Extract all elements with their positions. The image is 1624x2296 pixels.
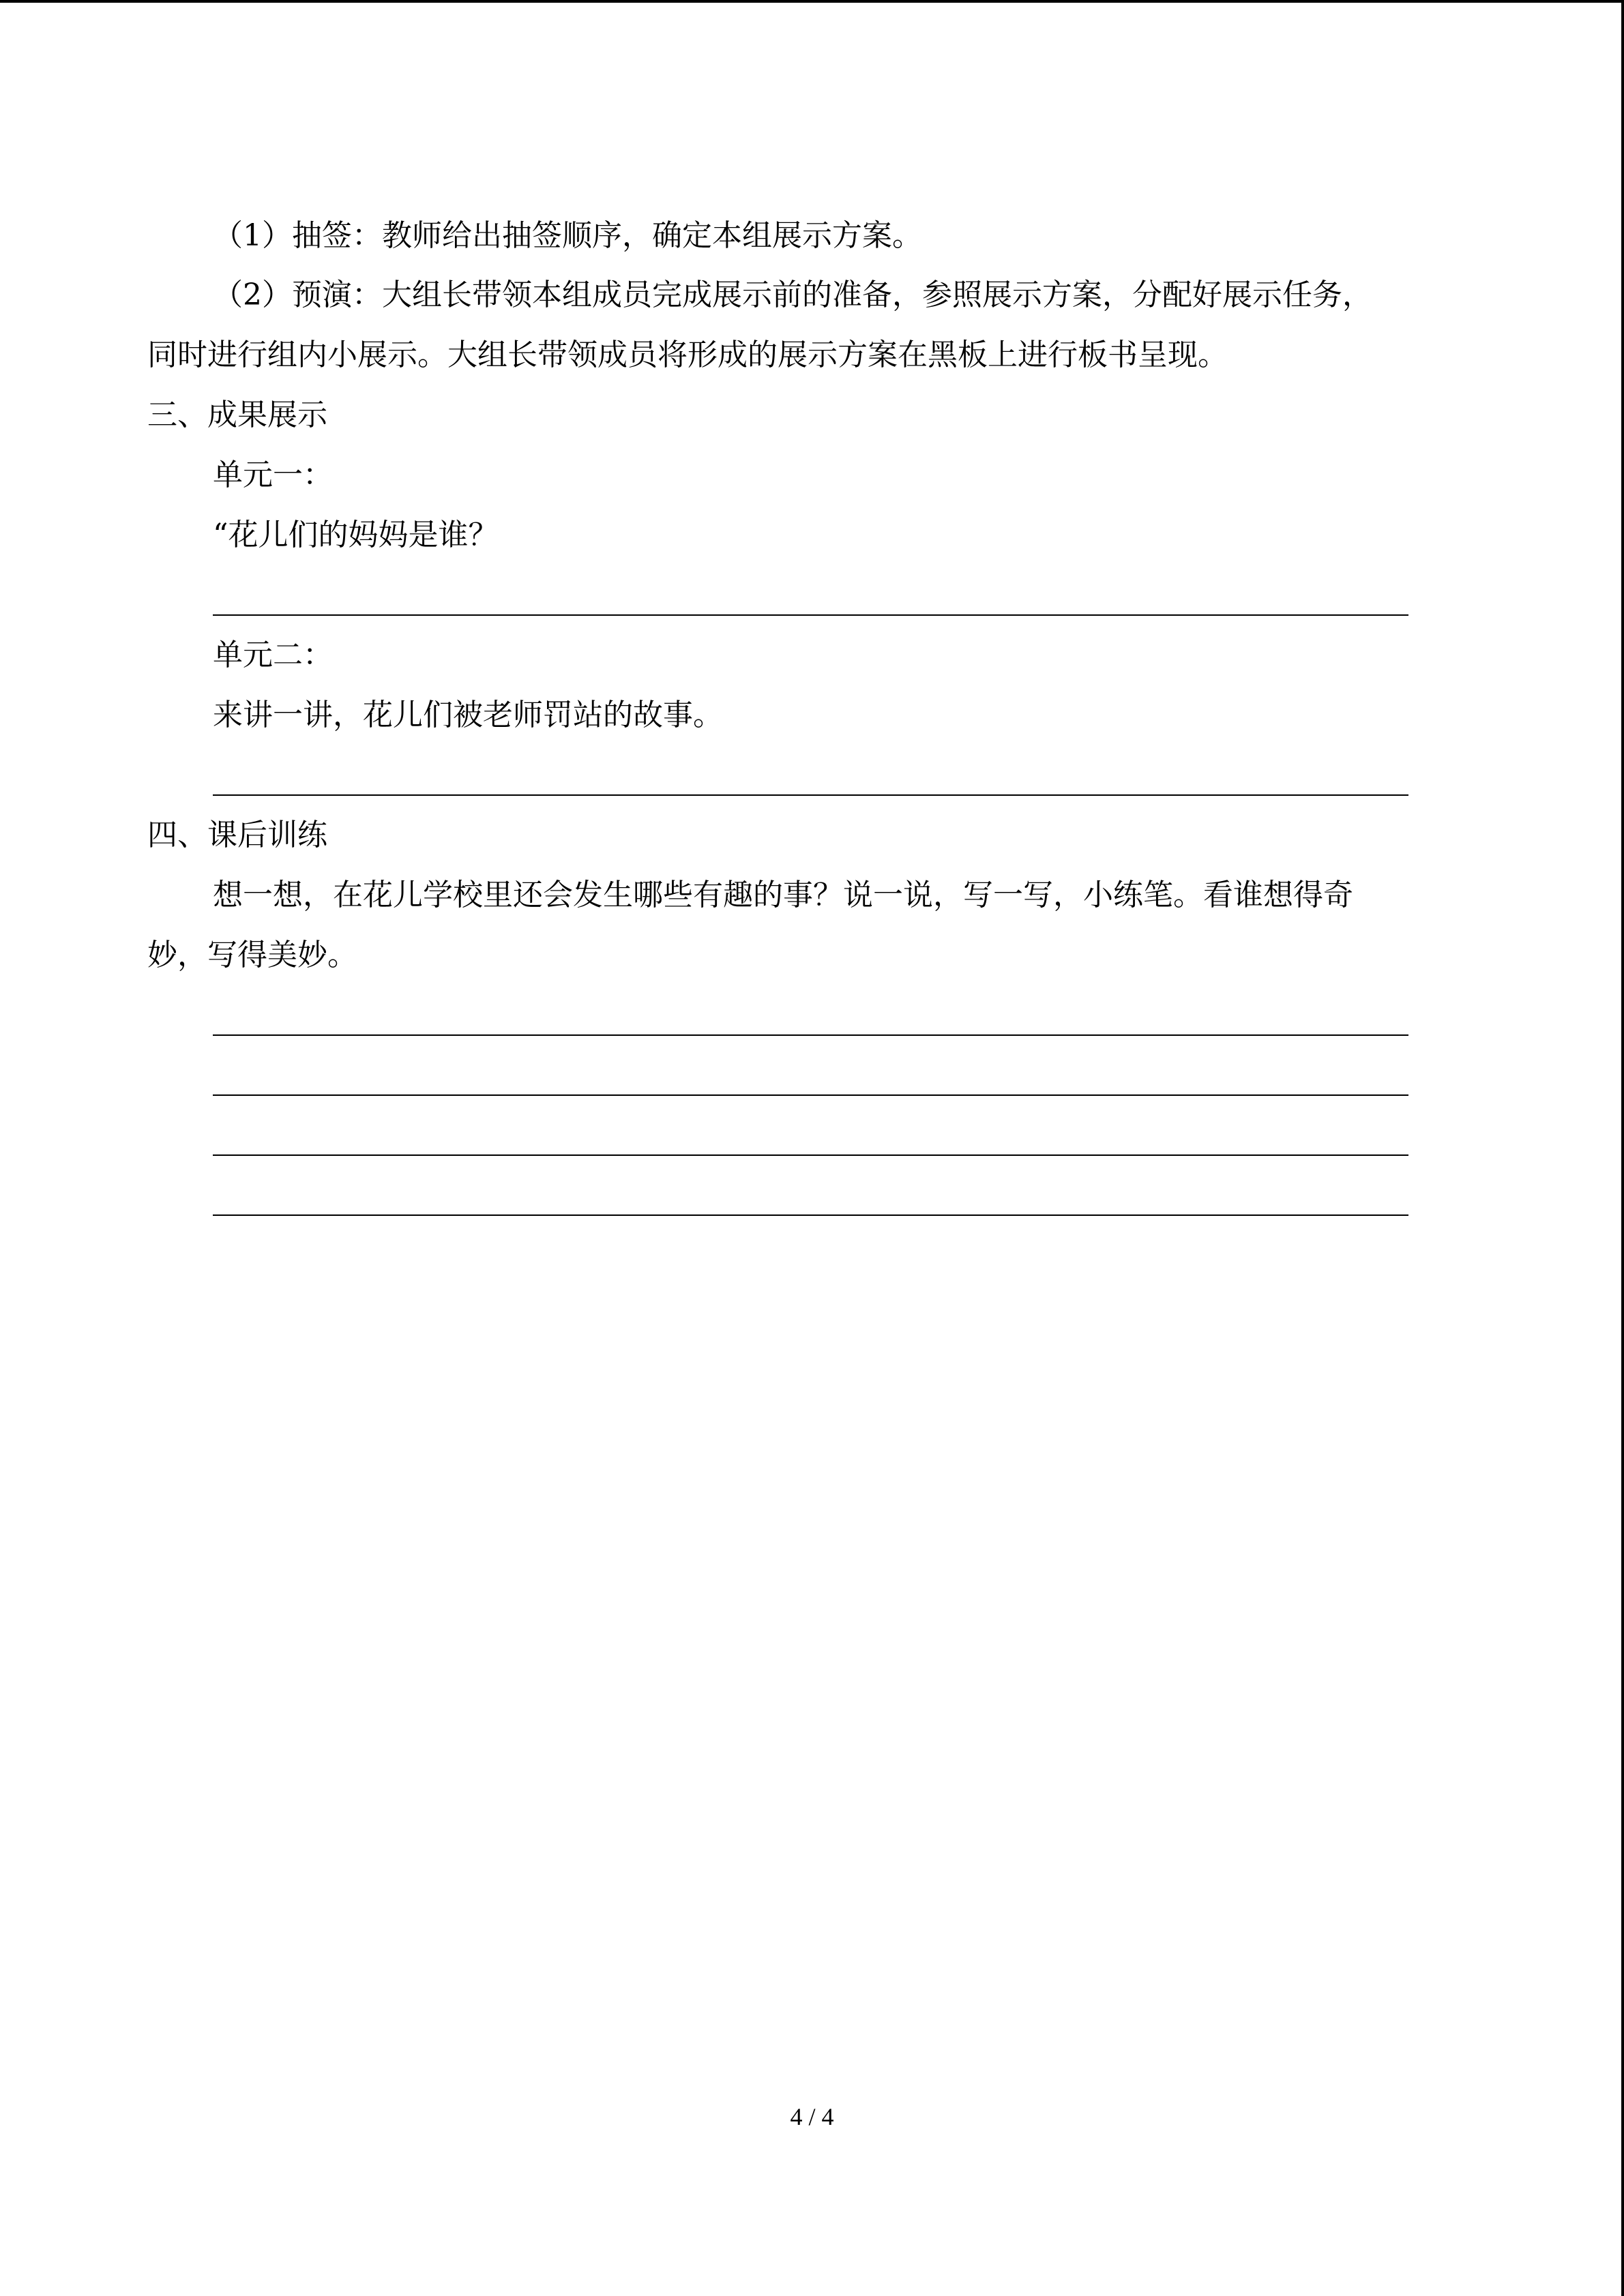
- section4-heading: 四、课后训练: [147, 818, 327, 852]
- practice-answer-line-4[interactable]: [213, 1214, 1408, 1216]
- practice-answer-line-2[interactable]: [213, 1094, 1408, 1096]
- practice-prompt-line1: 想一想，在花儿学校里还会发生哪些有趣的事？说一说，写一写，小练笔。看谁想得奇: [213, 878, 1353, 912]
- step1-text: （1）抽签：教师给出抽签顺序，确定本组展示方案。: [213, 218, 922, 253]
- unit1-answer-line[interactable]: [213, 614, 1408, 616]
- section3-heading: 三、成果展示: [147, 398, 327, 432]
- step2-text-line2: 同时进行组内小展示。大组长带领成员将形成的展示方案在黑板上进行板书呈现。: [147, 338, 1228, 372]
- unit2-label: 单元二：: [213, 638, 333, 672]
- practice-answer-line-3[interactable]: [213, 1154, 1408, 1156]
- step2-text-line1: （2）预演：大组长带领本组成员完成展示前的准备，参照展示方案，分配好展示任务，: [213, 278, 1372, 312]
- page-number: 4 / 4: [790, 2103, 834, 2130]
- practice-prompt-line2: 妙，写得美妙。: [147, 938, 357, 972]
- unit1-label: 单元一：: [213, 458, 333, 492]
- page-top-border: [0, 0, 1624, 3]
- unit1-question: “花儿们的妈妈是谁？: [213, 518, 499, 552]
- unit2-question: 来讲一讲，花儿们被老师罚站的故事。: [213, 698, 723, 732]
- practice-answer-line-1[interactable]: [213, 1034, 1408, 1036]
- page-right-border: [1621, 0, 1624, 2296]
- unit2-answer-line[interactable]: [213, 794, 1408, 796]
